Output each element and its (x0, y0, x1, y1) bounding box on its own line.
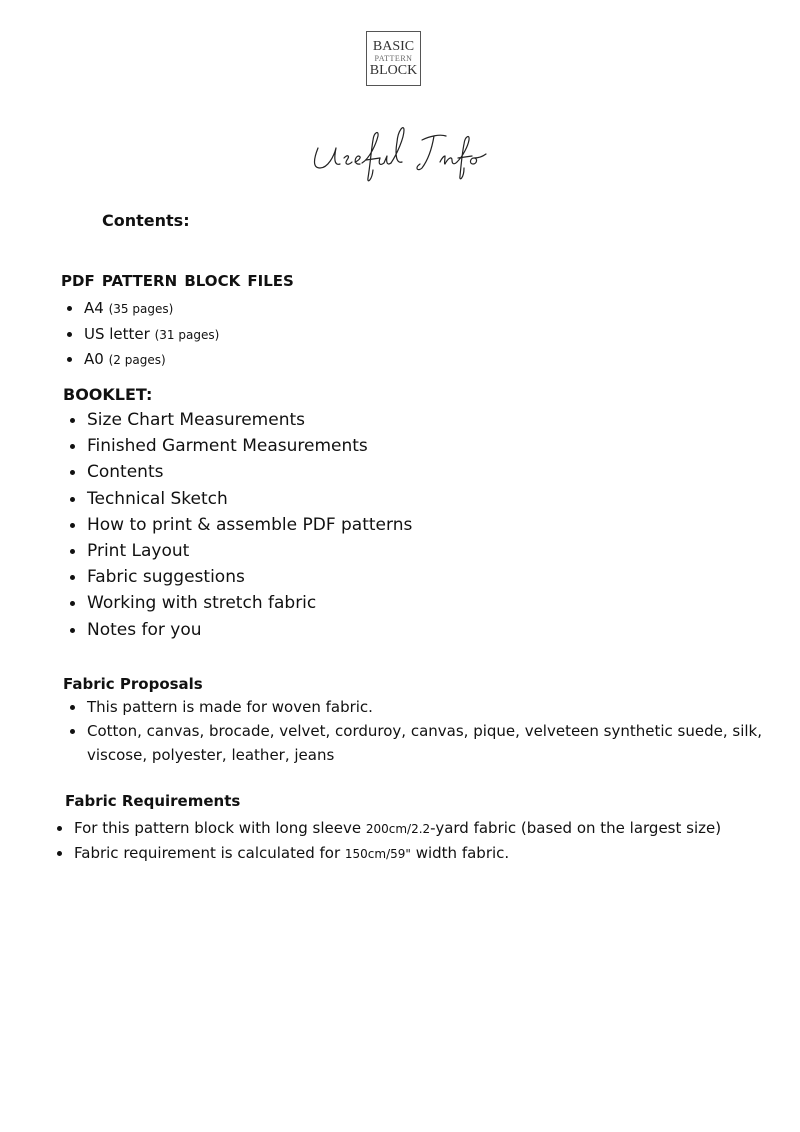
list-item: Cotton, canvas, brocade, velvet, corduroy, canvas, pique, velveteen synthetic suede, silk, viscose, polyester, leather, jeans (63, 719, 783, 767)
list-item (50, 816, 790, 841)
file-format: A0 (84, 350, 104, 368)
list-item: Technical Sketch (63, 486, 412, 512)
pdf-files-heading: PDF PATTERN BLOCK FILES (61, 272, 294, 290)
file-format: A4 (84, 299, 104, 317)
list-item: Print Layout (63, 538, 412, 564)
list-item (60, 296, 219, 322)
contents-heading: Contents: (102, 211, 190, 230)
brand-logo (366, 31, 421, 86)
script-title (300, 118, 500, 188)
list-item: Size Chart Measurements (63, 407, 412, 433)
requirement-text: width fabric. (410, 844, 510, 862)
pdf-files-list (60, 296, 219, 373)
requirement-text: Fabric requirement is calculated for (74, 844, 345, 862)
list-item (50, 841, 790, 866)
requirement-text: -yard fabric (based on the largest size) (430, 819, 722, 837)
list-item: Contents (63, 459, 412, 485)
booklet-list (63, 407, 412, 643)
fabric-amount: 200cm/2.2 (365, 822, 431, 836)
fabric-requirements-list (50, 816, 790, 866)
logo-line-block: BLOCK (369, 62, 418, 78)
list-item: Finished Garment Measurements (63, 433, 412, 459)
page-count: (35 pages) (108, 302, 174, 316)
list-item: Working with stretch fabric (63, 590, 412, 616)
requirement-text: For this pattern block with long sleeve (74, 819, 366, 837)
page-count: (31 pages) (154, 327, 220, 342)
list-item (60, 347, 219, 373)
logo-line-pattern: PATTERN (374, 53, 413, 63)
fabric-width: 150cm/59" (344, 847, 411, 861)
file-format: US letter (84, 324, 150, 343)
page-count: (2 pages) (108, 353, 166, 367)
fabric-proposals-heading: Fabric Proposals (63, 675, 203, 693)
fabric-requirements-heading: Fabric Requirements (65, 792, 241, 810)
logo-line-basic: BASIC (372, 38, 415, 54)
list-item: This pattern is made for woven fabric. (63, 695, 783, 719)
list-item: Fabric suggestions (63, 564, 412, 590)
list-item: Notes for you (63, 617, 412, 643)
booklet-heading: BOOKLET: (63, 385, 153, 404)
list-item: How to print & assemble PDF patterns (63, 512, 412, 538)
list-item (60, 322, 219, 348)
fabric-proposals-list (63, 695, 783, 767)
